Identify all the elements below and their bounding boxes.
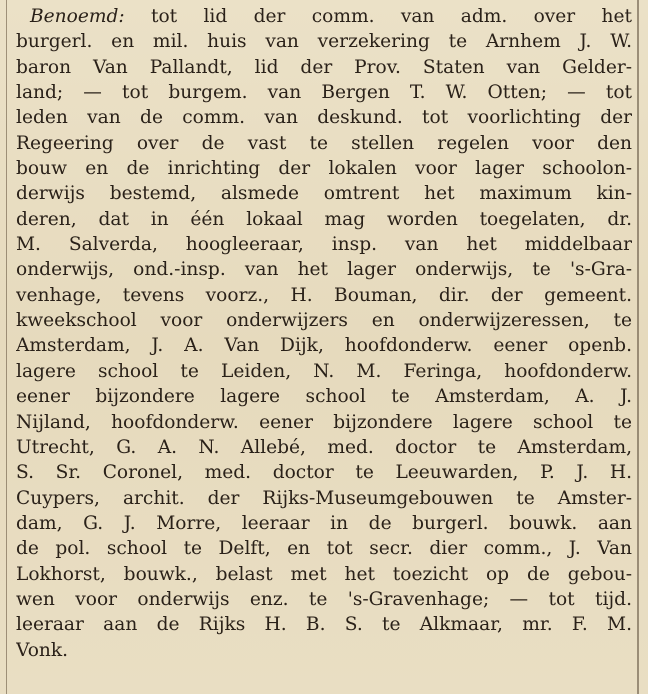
article-line: Amsterdam, J. A. Van Dijk, hoofdonderw. eener openb. (16, 335, 632, 357)
article-line: lagere school te Leiden, N. M. Feringa, hoofdonderw. (16, 360, 632, 382)
article-line: Utrecht, G. A. N. Allebé, med. doctor te Amsterdam, (16, 436, 632, 458)
article-line: M. Salverda, hoogleeraar, insp. van het middelbaar (16, 234, 632, 256)
article-line: kweekschool voor onderwijzers en onderwijzeressen, te (16, 310, 632, 332)
article-line: leden van de comm. van deskund. tot voorlichting der (16, 107, 632, 129)
article-line-text: tot lid der comm. van adm. over het (150, 6, 632, 27)
article-line: Vonk. (16, 639, 69, 661)
article-line: Nijland, hoofdonderw. eener bijzondere lagere school te (16, 411, 632, 433)
article-line: wen voor onderwijs enz. te 's-Gravenhage; — tot tijd. (16, 588, 632, 610)
article-line (16, 4, 632, 29)
column-rule-left (6, 0, 7, 694)
article-line: Regeering over de vast te stellen regelen voor den (16, 132, 632, 154)
article-line: de pol. school te Delft, en tot secr. dier comm., J. Van (16, 538, 632, 560)
article-line: venhage, tevens voorz., H. Bouman, dir. der gemeent. (16, 284, 632, 306)
news-article (16, 4, 632, 663)
article-line: land; — tot burgem. van Bergen T. W. Otten; — tot (16, 82, 632, 104)
column-rule-right (637, 0, 639, 694)
article-line: leeraar aan de Rijks H. B. S. te Alkmaar, mr. F. M. (16, 614, 632, 636)
article-line: onderwijs, ond.-insp. van het lager onderwijs, te 's-Gra- (16, 259, 632, 281)
article-line: dam, G. J. Morre, leeraar in de burgerl. bouwk. aan (16, 512, 632, 534)
article-line: Lokhorst, bouwk., belast met het toezicht op de gebou- (16, 563, 632, 585)
article-line: baron Van Pallandt, lid der Prov. Staten van Gelder- (16, 56, 632, 78)
article-line: bouw en de inrichting der lokalen voor lager schoolon- (16, 158, 632, 180)
article-line: Cuypers, archit. der Rijks-Museumgebouwen te Amster- (16, 487, 632, 509)
article-line: derwijs bestemd, alsmede omtrent het maximum kin- (16, 183, 632, 205)
article-line: S. Sr. Coronel, med. doctor te Leeuwarden, P. J. H. (16, 462, 632, 484)
article-line: eener bijzondere lagere school te Amsterdam, A. J. (16, 386, 632, 408)
article-line: burgerl. en mil. huis van verzekering te Arnhem J. W. (16, 31, 632, 53)
article-lead-word: Benoemd: (30, 6, 125, 27)
article-line: deren, dat in één lokaal mag worden toegelaten, dr. (16, 208, 632, 230)
